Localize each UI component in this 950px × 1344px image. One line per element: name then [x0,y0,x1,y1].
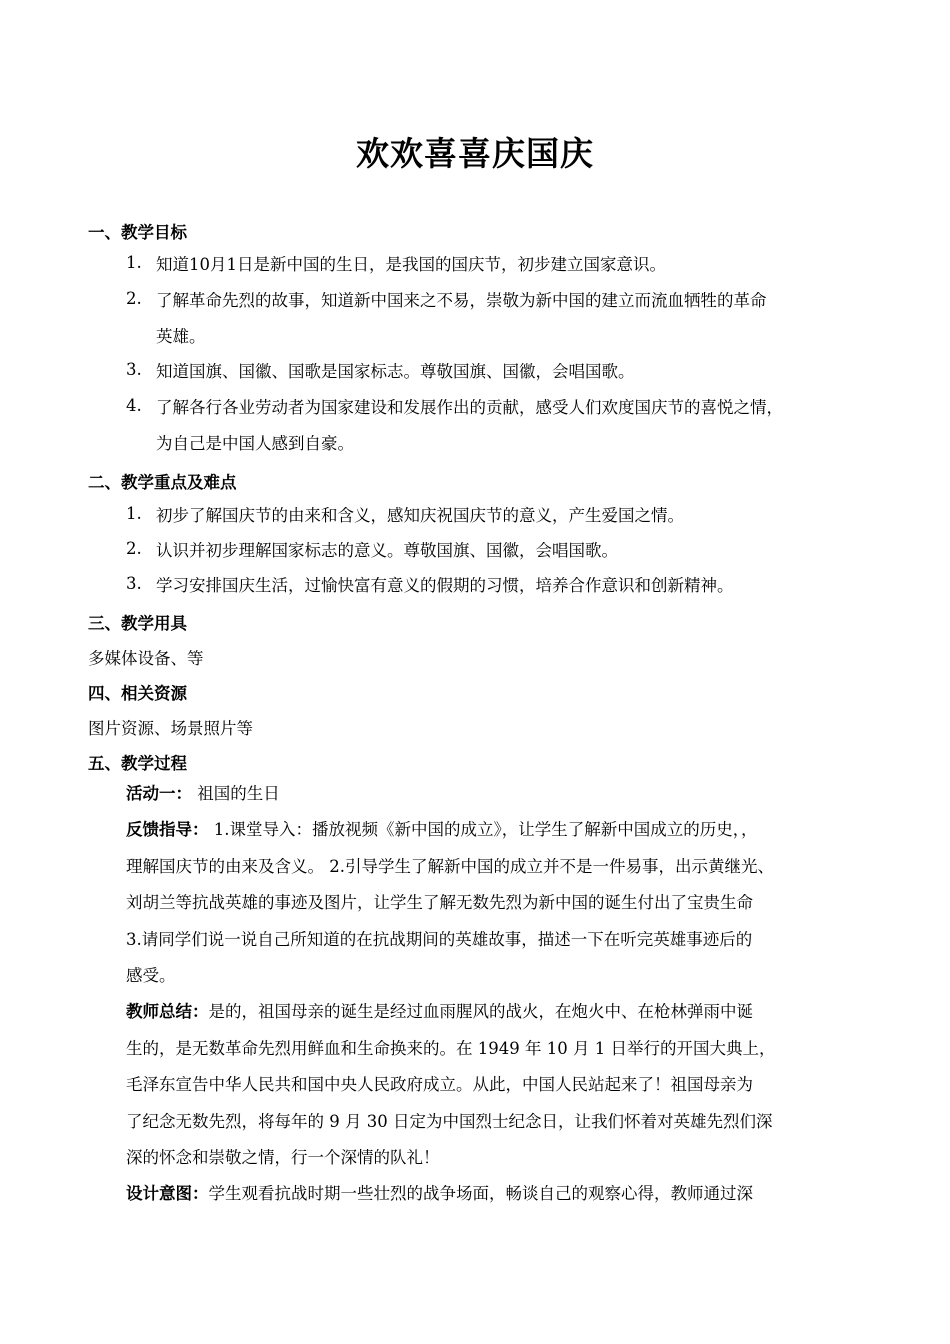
feedback-line: 理解国庆节的由来及含义。 2.引导学生了解新中国的成立并不是一件易事，出示黄继光、 [126,856,774,876]
section-heading-resources: 四、相关资源 [88,684,187,703]
list-text-line: 为自己是中国人感到自豪。 [156,434,354,453]
feedback-paragraph [126,812,886,995]
list-number: 1. [126,253,142,272]
feedback-line: 3.请同学们说一说自己所知道的在抗战期间的英雄故事，描述一下在听完英雄事迹后的 [126,929,753,949]
feedback-label: 反馈指导： [126,820,209,839]
list-number: 3. [126,574,142,593]
list-number: 2. [126,539,142,558]
feedback-line: 刘胡兰等抗战英雄的事迹及图片，让学生了解无数先烈为新中国的诞生付出了宝贵生命 [126,893,753,912]
list-number: 1. [126,504,142,523]
summary-line: 深的怀念和崇敬之情，行一个深情的队礼！ [126,1148,440,1167]
document-title: 欢欢喜喜庆国庆 [356,134,594,173]
list-text-line: 了解各行各业劳动者为国家建设和发展作出的贡献，感受人们欢度国庆节的喜悦之情， [156,398,783,417]
list-number: 2. [126,289,142,308]
feedback-line: 1.课堂导入：播放视频《新中国的成立》，让学生了解新中国成立的历史，， [208,820,758,839]
summary-line: 生的，是无数革命先烈用鲜血和生命换来的。在 1949 年 10 月 1 日举行的开国大典上， [126,1038,776,1058]
list-text-line: 了解革命先烈的故事，知道新中国来之不易，崇敬为新中国的建立而流血牺牲的革命 [156,291,767,310]
section-heading-key-points: 二、教学重点及难点 [88,473,237,492]
section-body-resources: 图片资源、场景照片等 [88,719,253,738]
activity-line [126,776,886,813]
section-body-tools: 多媒体设备、等 [88,649,204,668]
design-label: 设计意图： [126,1184,209,1203]
activity-label: 活动一： [126,784,192,803]
list-text-line: 英雄。 [156,327,206,346]
section-heading-tools: 三、教学用具 [88,614,187,633]
list-text: 初步了解国庆节的由来和含义，感知庆祝国庆节的意义，产生爱国之情。 [156,506,684,525]
summary-line: 了纪念无数先烈，将每年的 9 月 30 日定为中国烈士纪念日，让我们怀着对英雄先烈们深 [126,1111,773,1131]
section-heading-process: 五、教学过程 [88,754,187,773]
summary-line: 是的，祖国母亲的诞生是经过血雨腥风的战火，在炮火中、在枪林弹雨中诞 [208,1002,753,1021]
list-number: 4. [126,396,142,415]
summary-line: 毛泽东宣告中华人民共和国中央人民政府成立。从此，中国人民站起来了！祖国母亲为 [126,1075,753,1094]
list-text-block [156,390,891,462]
activity-title: 祖国的生日 [192,784,280,803]
list-text: 知道10月1日是新中国的生日，是我国的国庆节，初步建立国家意识。 [156,255,666,274]
list-text: 认识并初步理解国家标志的意义。尊敬国旗、国徽，会唱国歌。 [156,541,618,560]
summary-paragraph [126,994,886,1177]
section-heading-objectives: 一、教学目标 [88,223,187,242]
design-paragraph [126,1176,886,1213]
list-text: 知道国旗、国徽、国歌是国家标志。尊敬国旗、国徽，会唱国歌。 [156,362,635,381]
summary-label: 教师总结： [126,1002,209,1021]
design-line: 学生观看抗战时期一些壮烈的战争场面，畅谈自己的观察心得，教师通过深 [208,1184,753,1203]
list-text-block [156,283,891,355]
feedback-line: 感受。 [126,966,176,985]
list-number: 3. [126,360,142,379]
list-text: 学习安排国庆生活，过愉快富有意义的假期的习惯，培养合作意识和创新精神。 [156,576,734,595]
